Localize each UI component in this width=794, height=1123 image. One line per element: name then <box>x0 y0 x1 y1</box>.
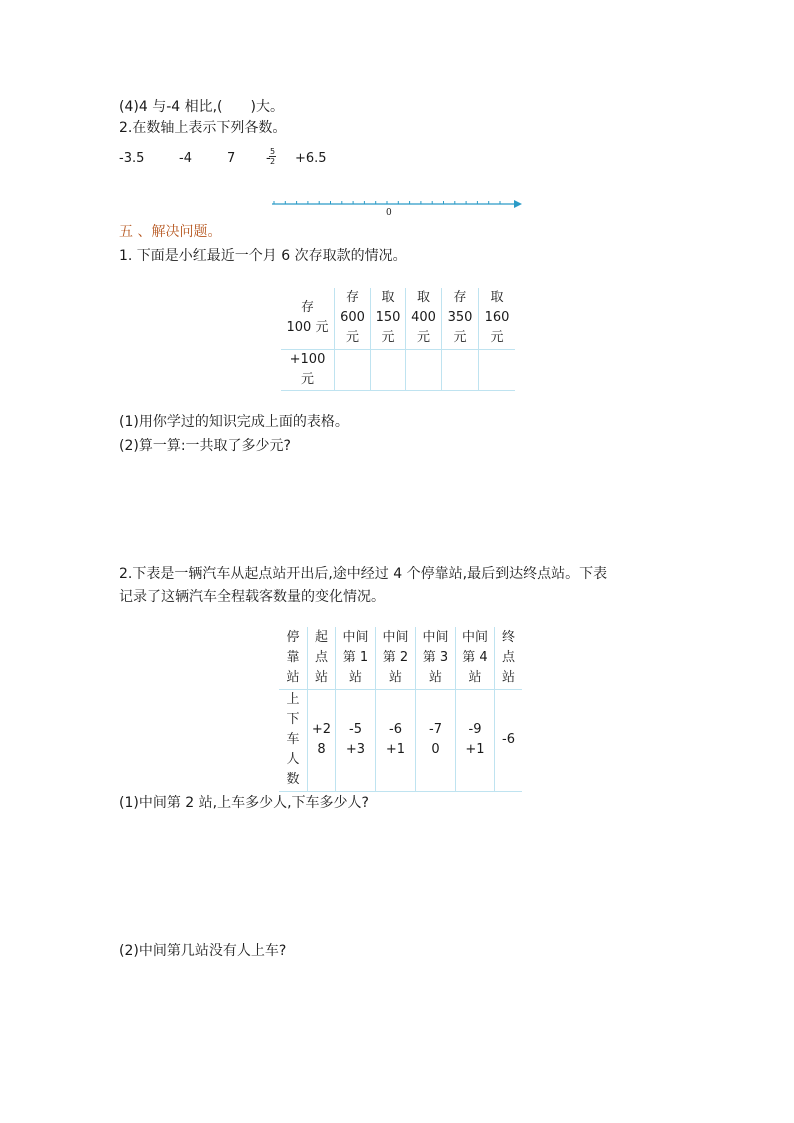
number-2: -4 <box>179 151 192 166</box>
number-4-fraction <box>266 147 276 166</box>
answer-cell[interactable] <box>479 349 516 390</box>
table-cell: 取 150 元 <box>371 288 406 349</box>
table-cell: 存 600 元 <box>335 288 371 349</box>
table-cell: 中间 第 1 站 <box>336 627 376 689</box>
table-cell: +2 8 <box>308 689 336 791</box>
number-4-sign: - <box>266 151 271 166</box>
problem-2-text-line-2: 记录了这辆汽车全程载客数量的变化情况。 <box>119 589 385 605</box>
problem-1-part-2: (2)算一算:一共取了多少元? <box>119 438 291 454</box>
table-cell: 终 点 站 <box>495 627 523 689</box>
number-line-arrow-icon <box>514 200 522 208</box>
answer-cell[interactable] <box>371 349 406 390</box>
table-cell: 停 靠 站 <box>279 627 308 689</box>
table-cell: 中间 第 3 站 <box>416 627 456 689</box>
table-cell: 存 350 元 <box>442 288 479 349</box>
number-5: +6.5 <box>295 151 327 166</box>
number-line-zero-label: 0 <box>386 208 392 218</box>
problem-2-question-2: (2)中间第几站没有人上车? <box>119 943 287 959</box>
table-cell: 取 400 元 <box>406 288 442 349</box>
number-1: -3.5 <box>119 151 145 166</box>
table-cell: 上 下 车 人 数 <box>279 689 308 791</box>
table-cell: -6 <box>495 689 523 791</box>
answer-cell[interactable] <box>406 349 442 390</box>
fraction-numerator: 5 <box>269 147 276 156</box>
bus-passenger-table <box>279 627 522 792</box>
table-cell: -7 0 <box>416 689 456 791</box>
answer-cell[interactable] <box>335 349 371 390</box>
table-row <box>281 349 515 390</box>
fraction-denominator: 2 <box>269 157 276 166</box>
answer-cell[interactable] <box>442 349 479 390</box>
question-2-title: 2.在数轴上表示下列各数。 <box>119 120 287 136</box>
table-cell: 存 100 元 <box>281 288 335 349</box>
question-4: (4)4 与-4 相比,( )大。 <box>119 99 284 115</box>
table-cell: 中间 第 4 站 <box>456 627 495 689</box>
problem-2-question-1: (1)中间第 2 站,上车多少人,下车多少人? <box>119 795 369 811</box>
table-cell: 中间 第 2 站 <box>376 627 416 689</box>
problem-1-part-1: (1)用你学过的知识完成上面的表格。 <box>119 414 349 430</box>
table-row <box>279 689 522 791</box>
deposit-table <box>281 288 515 391</box>
table-row <box>279 627 522 689</box>
number-line <box>270 196 526 218</box>
table-cell: -5 +3 <box>336 689 376 791</box>
table-cell: +100 元 <box>281 349 335 390</box>
table-cell: 取 160 元 <box>479 288 516 349</box>
problem-1-title: 1. 下面是小红最近一个月 6 次存取款的情况。 <box>119 248 407 264</box>
number-3: 7 <box>227 151 236 166</box>
section-5-heading: 五 、解决问题。 <box>119 224 222 240</box>
table-row <box>281 288 515 349</box>
table-cell: -6 +1 <box>376 689 416 791</box>
table-cell: -9 +1 <box>456 689 495 791</box>
problem-2-text-line-1: 2.下表是一辆汽车从起点站开出后,途中经过 4 个停靠站,最后到达终点站。下表 <box>119 566 608 582</box>
table-cell: 起 点 站 <box>308 627 336 689</box>
